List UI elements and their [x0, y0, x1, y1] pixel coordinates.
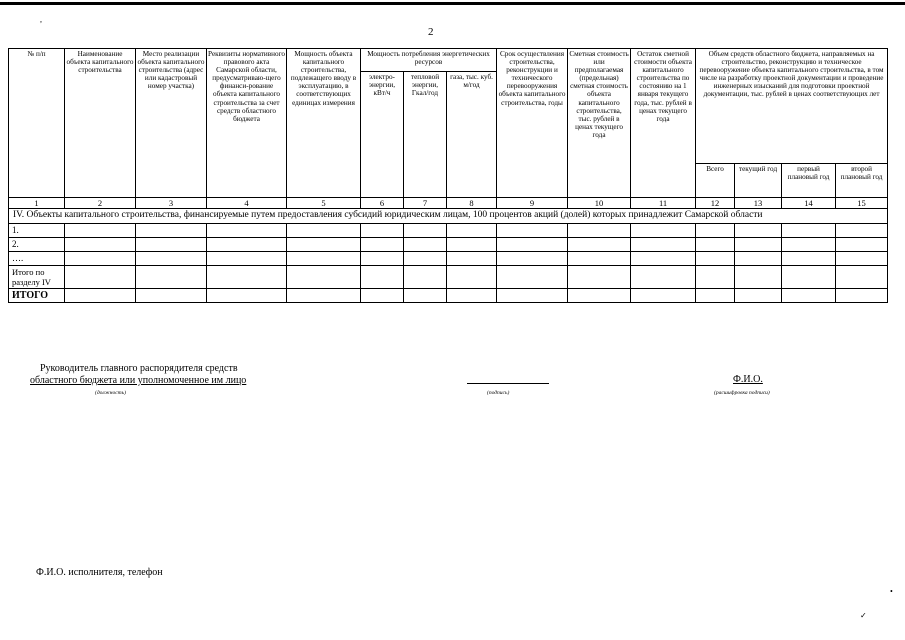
column-number: 9	[497, 198, 568, 209]
column-number: 12	[696, 198, 735, 209]
column-number: 13	[735, 198, 782, 209]
column-number: 8	[447, 198, 497, 209]
column-number: 1	[9, 198, 65, 209]
column-number: 15	[836, 198, 888, 209]
header-current-year: текущий год	[735, 164, 782, 198]
total-row	[9, 289, 888, 303]
row-number: 1.	[9, 224, 65, 238]
column-number: 10	[568, 198, 631, 209]
header-term: Срок осуществления строительства, реконструкции и технического перевооружения объекта капитального строительства, годы	[497, 49, 568, 198]
column-number: 2	[65, 198, 136, 209]
column-number: 4	[207, 198, 287, 209]
scan-speck: ,	[40, 15, 42, 24]
column-number: 14	[782, 198, 836, 209]
table-row	[9, 252, 888, 266]
top-border-line	[0, 2, 905, 5]
column-number: 6	[361, 198, 404, 209]
row-number: ….	[9, 252, 65, 266]
header-capacity: Мощность объекта капитального строительства, подлежащего вводу в эксплуатацию, в соответствующих единицах измерения	[287, 49, 361, 198]
page-number: 2	[428, 26, 434, 38]
header-energy-consumption: Мощность потребления энергетических ресурсов	[361, 49, 497, 72]
scan-speck: •	[890, 587, 893, 596]
table-row	[9, 238, 888, 252]
form-table	[8, 48, 888, 303]
signatory-title-line1: Руководитель главного распорядителя средств	[40, 363, 238, 374]
column-number: 11	[631, 198, 696, 209]
total-label: ИТОГО	[9, 289, 65, 303]
header-gas: газа, тыс. куб. м/год	[447, 72, 497, 198]
header-total: Всего	[696, 164, 735, 198]
header-remaining-cost: Остаток сметной стоимости объекта капитального строительства по состоянию на 1 января текущего года, тыс. рублей в ценах текущего года	[631, 49, 696, 198]
row-number: 2.	[9, 238, 65, 252]
scan-speck: ✓	[860, 611, 867, 620]
header-legal-act: Реквизиты нормативного правового акта Самарской области, предусматриваю-щего финанси-рование объекта капитального строительства за счет средств областного бюджета	[207, 49, 287, 198]
column-number: 3	[136, 198, 207, 209]
column-number: 7	[404, 198, 447, 209]
header-heat: тепловой энергии, Гкал/год	[404, 72, 447, 198]
fio-caption: (расшифровка подписи)	[714, 390, 770, 396]
header-budget-volume: Объем средств областного бюджета, направляемых на строительство, реконструкцию и техническое перевооружение объекта капитального строительства, в том числе на разработку проектной документации и проведение инженерных изысканий для подготовки проектной документации, тыс. рублей в ценах соответствующих лет	[696, 49, 888, 164]
executor-label: Ф.И.О. исполнителя, телефон	[36, 567, 163, 578]
signature-caption: (подпись)	[487, 390, 510, 396]
header-object-name: Наименование объекта капитального строительства	[65, 49, 136, 198]
position-caption: (должность)	[95, 390, 126, 396]
header-estimated-cost: Сметная стоимость или предполагаемая (предельная) сметная стоимость объекта капитального строительства, тыс. рублей в ценах текущего года	[568, 49, 631, 198]
section-title: IV. Объекты капитального строительства, финансируемые путем предоставления субсидий юридическим лицам, 100 процентов акций (долей) которых принадлежит Самарской области	[9, 209, 888, 224]
column-number: 5	[287, 198, 361, 209]
subtotal-row	[9, 266, 888, 289]
header-number: № п/п	[9, 49, 65, 198]
signature-line	[467, 383, 549, 384]
fio-label: Ф.И.О.	[733, 374, 763, 385]
header-second-plan-year: второй плановый год	[836, 164, 888, 198]
header-first-plan-year: первый плановый год	[782, 164, 836, 198]
header-electricity: электро-энергии, кВт/ч	[361, 72, 404, 198]
signatory-title-line2: областного бюджета или уполномоченное им лицо	[30, 375, 247, 386]
header-location: Место реализации объекта капитального строительства (адрес или кадастровый номер участка)	[136, 49, 207, 198]
table-row	[9, 224, 888, 238]
subtotal-label: Итого по разделу IV	[9, 266, 65, 289]
